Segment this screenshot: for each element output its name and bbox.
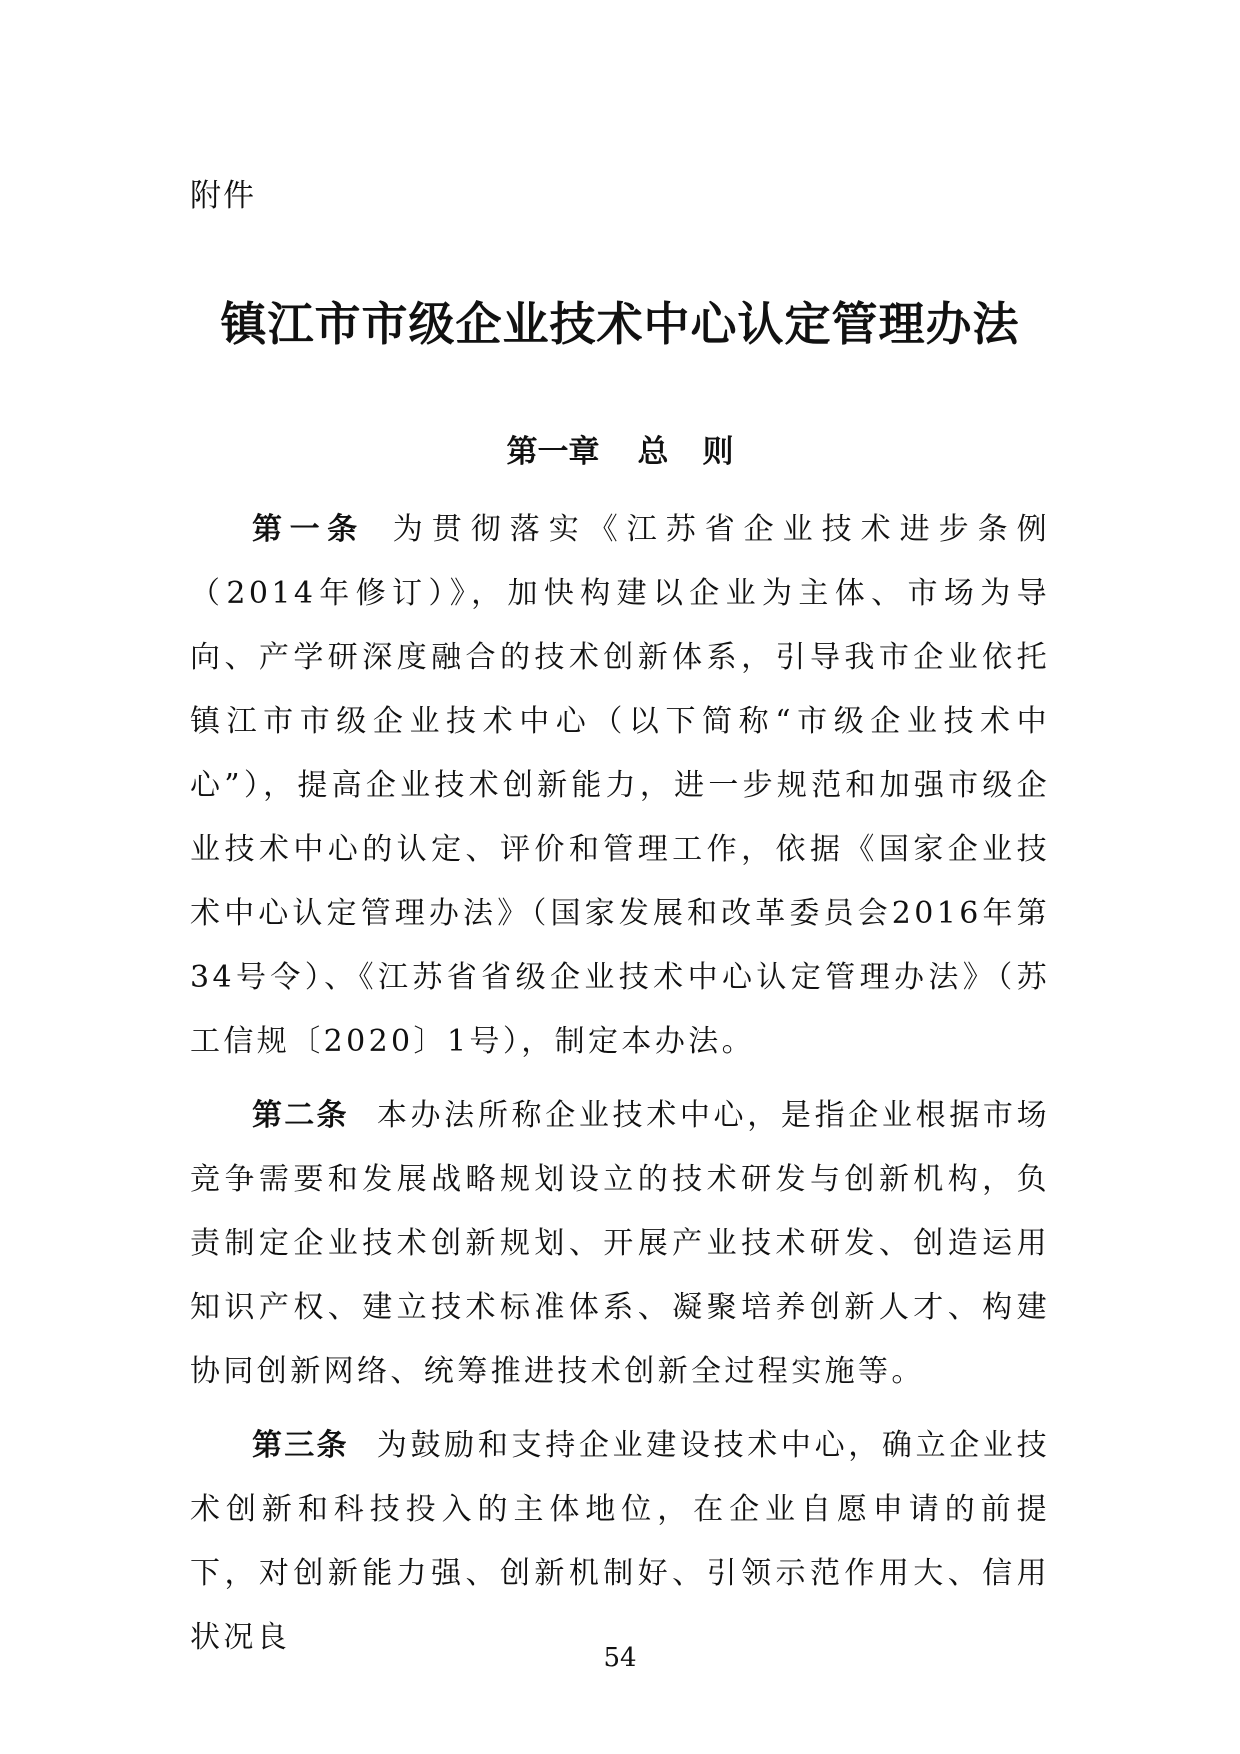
article-text: 本办法所称企业技术中心，是指企业根据市场竞争需要和发展战略规划设立的技术研发与创新机构，负责制定企业技术创新规划、开展产业技术研发、创造运用知识产权、建立技术标准体系、凝聚培养创新人才、构建协同创新网络、统筹推进技术创新全过程实施等。: [190, 1098, 1051, 1389]
chapter-name-part1: 总: [637, 434, 669, 470]
page-number: 54: [603, 1643, 637, 1673]
article-text: 为鼓励和支持企业建设技术中心，确立企业技术创新和科技投入的主体地位，在企业自愿申请的前提下，对创新能力强、创新机制好、引领示范作用大、信用状况良: [190, 1428, 1051, 1655]
attachment-label: 附件: [190, 178, 256, 214]
article-1: [190, 498, 1050, 1074]
article-number: 第一条: [252, 512, 365, 547]
article-number: 第三条: [252, 1428, 349, 1463]
document-title: 镇江市市级企业技术中心认定管理办法: [220, 297, 1020, 351]
article-text: 为贯彻落实《江苏省企业技术进步条例（2014年修订）》，加快构建以企业为主体、市场为导向、产学研深度融合的技术创新体系，引导我市企业依托镇江市市级企业技术中心（以下简称“市级企业技术中心”），提高企业技术创新能力，进一步规范和加强市级企业技术中心的认定、评价和管理工作，依据《国家企业技术中心认定管理办法》（国家发展和改革委员会2016年第34号令）、《江苏省省级企业技术中心认定管理办法》（苏工信规〔2020〕1号），制定本办法。: [190, 512, 1051, 1059]
body-text: [190, 498, 1050, 1680]
article-3: [190, 1414, 1050, 1670]
chapter-name-part2: 则: [702, 434, 734, 470]
chapter-number: 第一章: [506, 434, 600, 470]
article-number: 第二条: [252, 1098, 349, 1133]
article-2: [190, 1084, 1050, 1404]
chapter-heading: [0, 430, 1240, 474]
